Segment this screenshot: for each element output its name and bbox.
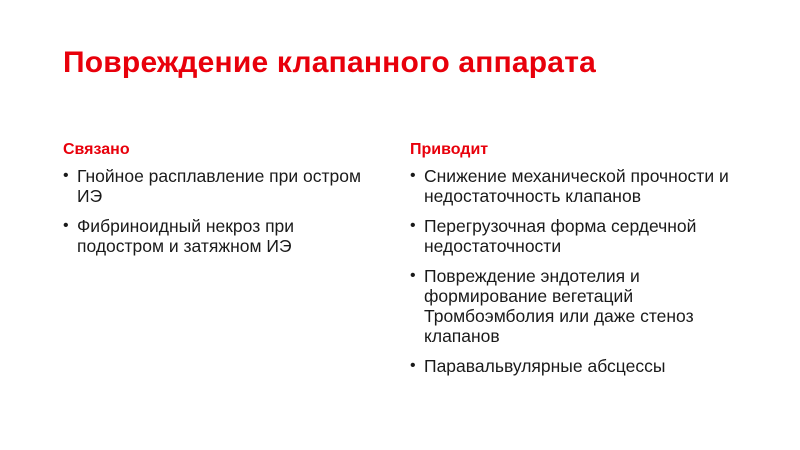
- right-column: [410, 140, 740, 386]
- bullet-item: • Снижение механической прочности и недостаточность клапанов: [410, 166, 740, 206]
- bullet-item: • Повреждение эндотелия и формирование вегетаций Тромбоэмболия или даже стеноз клапанов: [410, 266, 740, 346]
- right-column-heading: Приводит: [410, 141, 489, 158]
- right-bullet-list: [410, 166, 740, 376]
- bullet-item: • Паравальвулярные абсцессы: [410, 356, 740, 376]
- bullet-item: • Перегрузочная форма сердечной недостаточности: [410, 216, 740, 256]
- bullet-item: • Фибриноидный некроз при подостром и затяжном ИЭ: [63, 216, 373, 256]
- slide-title: Повреждение клапанного аппарата: [63, 46, 596, 79]
- left-bullet-list: [63, 166, 373, 256]
- bullet-item: • Гнойное расплавление при остром ИЭ: [63, 166, 373, 206]
- left-column-heading: Связано: [63, 141, 130, 158]
- left-column: [63, 140, 373, 266]
